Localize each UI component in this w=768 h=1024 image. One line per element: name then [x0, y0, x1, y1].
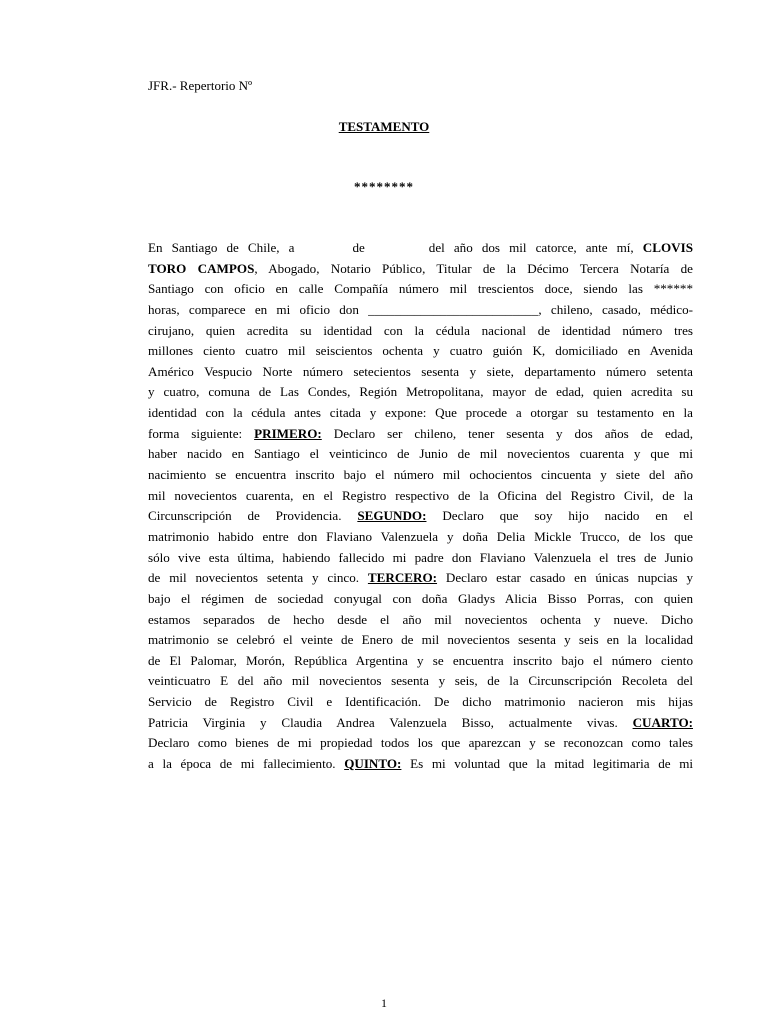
clause-heading-tercero: TERCERO: — [367, 570, 438, 586]
clause-heading-segundo: SEGUNDO: — [357, 508, 427, 524]
text-fragment: Declaro ser chileno, tener sesenta y dos años de edad, — [333, 425, 693, 441]
text-fragment: de mil novecientos setenta y cinco. — [148, 570, 360, 586]
clause-heading-cuarto: CUARTO: — [632, 714, 693, 730]
text-fragment: Patricia Virginia y Claudia Andrea Valenzuela Bisso, actualmente vivas. — [148, 714, 618, 730]
body-line-26 — [148, 754, 693, 775]
repertorio-header: JFR.- Repertorio Nº — [148, 78, 253, 93]
body-line-17 — [148, 568, 693, 589]
body-line-2 — [148, 259, 693, 280]
text-fragment: Declaro que soy hijo nacido en el — [442, 508, 693, 524]
text-fragment: a la época de mi fallecimiento. — [148, 756, 336, 772]
notary-surname-bold: TORO CAMPOS — [148, 260, 255, 276]
body-line-15: matrimonio habido entre don Flaviano Valenzuela y doña Delia Mickle Trucco, de los que — [148, 528, 693, 544]
page-number: 1 — [381, 996, 387, 1010]
text-fragment: horas, comparece en mi oficio don — [148, 301, 359, 317]
body-line-13: mil novecientos cuarenta, en el Registro respectivo de la Oficina del Registro Civil, de la — [148, 487, 693, 503]
text-fragment: , Abogado, Notario Público, Titular de la Décimo Tercera Notaría de — [254, 260, 693, 276]
clause-heading-primero: PRIMERO: — [254, 425, 322, 441]
body-line-21: de El Palomar, Morón, República Argentina y se encuentra inscrito bajo el número ciento — [148, 652, 693, 668]
document-title — [0, 119, 768, 135]
body-line-7: Américo Vespucio Norte número setecientos sesenta y siete, departamento número setenta — [148, 363, 693, 379]
text-fragment: forma siguiente: — [148, 425, 243, 441]
body-line-4 — [148, 300, 693, 321]
blank-name-field: __________________________ — [368, 301, 539, 317]
body-line-20: matrimonio se celebró el veinte de Enero de mil novecientos sesenta y seis en la localidad — [148, 632, 693, 648]
body-line-18: bajo el régimen de sociedad conyugal con doña Gladys Alicia Bisso Porras, con quien — [148, 590, 693, 606]
text-fragment: Circunscripción de Providencia. — [148, 508, 342, 524]
body-line-3: Santiago con oficio en calle Compañía número mil trescientos doce, siendo las ****** — [148, 281, 693, 297]
body-line-24 — [148, 713, 693, 734]
body-line-8: y cuatro, comuna de Las Condes, Región Metropolitana, mayor de edad, quien acredita su — [148, 384, 693, 400]
body-line-12: nacimiento se encuentra inscrito bajo el número mil ochocientos cincuenta y siete del año — [148, 467, 693, 483]
notary-name-bold: CLOVIS — [642, 240, 693, 255]
text-fragment: de — [352, 240, 365, 255]
body-line-1 — [148, 238, 693, 259]
body-line-25: Declaro como bienes de mi propiedad todos los que aparezcan y se reconozcan como tales — [148, 735, 693, 751]
body-line-14 — [148, 506, 693, 527]
body-line-23: Servicio de Registro Civil e Identificación. De dicho matrimonio nacieron mis hijas — [148, 694, 693, 710]
body-line-16: sólo vive esta última, habiendo fallecido mi padre don Flaviano Valenzuela el tres de Junio — [148, 549, 693, 565]
text-fragment: Es mi voluntad que la mitad legitimaria de mi — [410, 756, 694, 772]
body-line-9: identidad con la cédula antes citada y expone: Que procede a otorgar su testamento en la — [148, 405, 693, 421]
body-line-5: cirujano, quien acredita su identidad con la cédula nacional de identidad número tres — [148, 322, 693, 338]
text-fragment: Declaro estar casado en únicas nupcias y — [445, 570, 693, 586]
document-title-text: TESTAMENTO — [338, 119, 430, 134]
body-line-10 — [148, 424, 693, 445]
text-fragment: En Santiago de Chile, a — [148, 240, 295, 255]
body-line-22: veinticuatro E del año mil novecientos sesenta y seis, de la Circunscripción Recoleta del — [148, 673, 693, 689]
body-line-19: estamos separados de hecho desde el año mil novecientos ochenta y nueve. Dicho — [148, 611, 693, 627]
testament-body — [148, 238, 693, 775]
text-fragment: del año dos mil catorce, ante mí, — [428, 240, 634, 255]
body-line-11: haber nacido en Santiago el veinticinco de Junio de mil novecientos cuarenta y que mi — [148, 446, 693, 462]
clause-heading-quinto: QUINTO: — [344, 756, 402, 772]
body-line-6: millones ciento cuatro mil seiscientos ochenta y cuatro guión K, domiciliado en Avenida — [148, 343, 693, 359]
text-fragment: , chileno, casado, médico- — [538, 301, 693, 317]
title-separator: ******** — [354, 179, 414, 194]
